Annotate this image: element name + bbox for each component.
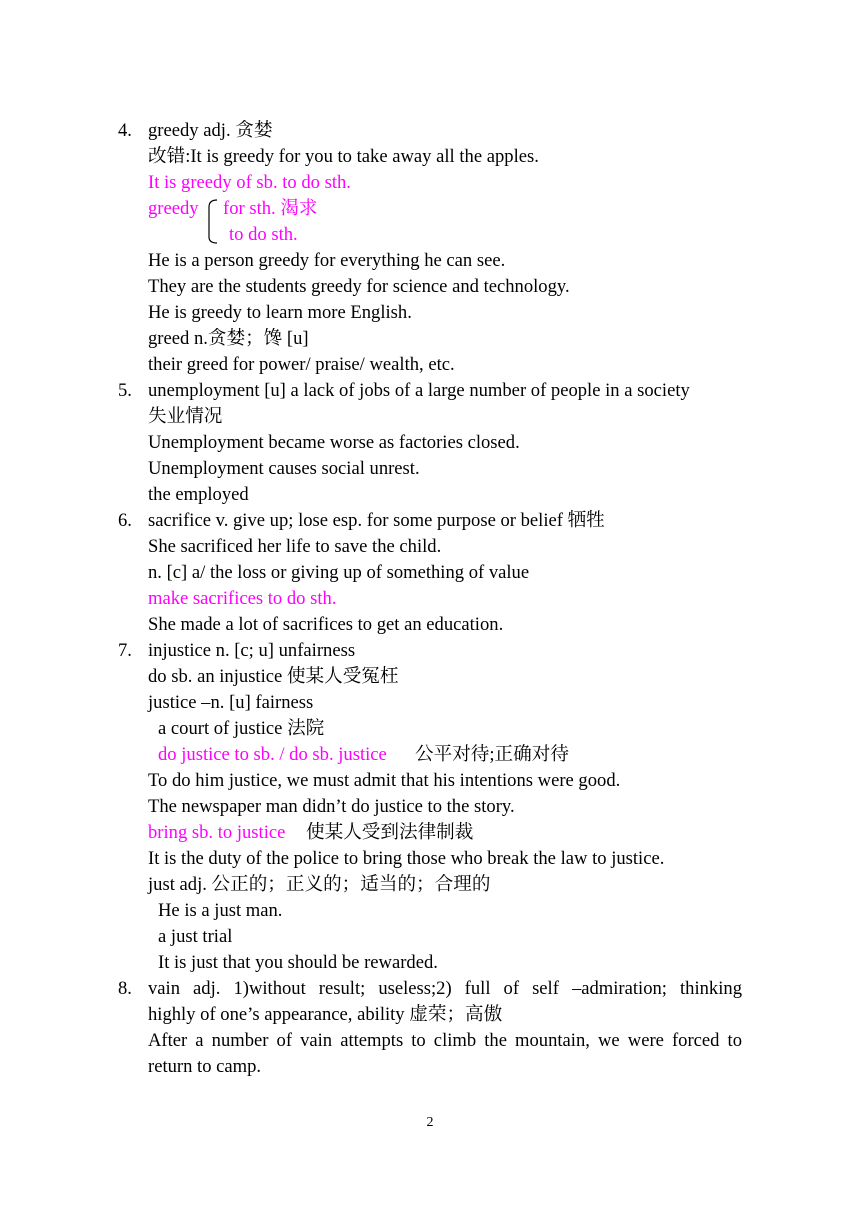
headword-line: greedy adj. 贪婪 [148,120,273,141]
example-line: It is just that you should be rewarded. [158,952,438,973]
example-line: their greed for power/ praise/ wealth, etc. [148,354,455,375]
example-line: return to camp. [148,1056,262,1077]
definition-line: n. [c] a/ the loss or giving up of something of value [148,562,530,583]
definition-line: 失业情况 [148,406,223,427]
example-line: It is the duty of the police to bring those who break the law to justice. [148,848,665,869]
example-line: He is a just man. [158,900,283,921]
correction-line: 改错:It is greedy for you to take away all the apples. [148,146,539,167]
related-word-line: greed n.贪婪；馋 [u] [148,328,309,349]
pattern-line: greedy [148,198,199,219]
related-word-line: just adj. 公正的；正义的；适当的；合理的 [148,874,491,895]
example-line: The newspaper man didn’t do justice to the story. [148,796,515,817]
example-line: a just trial [158,926,233,947]
example-line: Unemployment became worse as factories closed. [148,432,520,453]
headword-line: vain adj. 1)without result; useless;2) full of self –admiration; thinking [148,978,742,999]
related-word-line: the employed [148,484,249,505]
headword-line: unemployment [u] a lack of jobs of a large number of people in a society [148,380,690,401]
headword-line: injustice n. [c; u] unfairness [148,640,356,661]
pattern-line: It is greedy of sb. to do sth. [148,172,351,193]
example-line: They are the students greedy for science and technology. [148,276,570,297]
phrase-meaning: 公平对待;正确对待 [415,744,569,765]
pattern-line: do justice to sb. / do sb. justice [158,744,387,765]
pattern-line: for sth. 渴求 [223,198,318,219]
example-line: He is greedy to learn more English. [148,302,412,323]
entry-number: 7. [118,640,132,661]
example-line: She made a lot of sacrifices to get an education. [148,614,504,635]
example-line: Unemployment causes social unrest. [148,458,420,479]
brace-bracket [204,197,218,245]
example-line: He is a person greedy for everything he can see. [148,250,506,271]
phrase-meaning: 使某人受到法律制裁 [306,822,474,843]
headword-line: sacrifice v. give up; lose esp. for some purpose or belief 牺牲 [148,510,605,531]
related-word-line: justice –n. [u] fairness [148,692,314,713]
phrase-line: a court of justice 法院 [158,718,325,739]
page-number: 2 [426,1115,434,1130]
pattern-line: bring sb. to justice [148,822,286,843]
example-line: To do him justice, we must admit that his intentions were good. [148,770,621,791]
entry-number: 5. [118,380,132,401]
entry-number: 6. [118,510,132,531]
entry-number: 8. [118,978,132,999]
phrase-line: do sb. an injustice 使某人受冤枉 [148,666,399,687]
pattern-line: to do sth. [229,224,298,245]
pattern-line: make sacrifices to do sth. [148,588,337,609]
example-line: After a number of vain attempts to climb the mountain, we were forced to [148,1030,742,1051]
example-line: She sacrificed her life to save the child. [148,536,442,557]
definition-line: highly of one’s appearance, ability 虚荣；高傲 [148,1004,503,1025]
entry-number: 4. [118,120,132,141]
